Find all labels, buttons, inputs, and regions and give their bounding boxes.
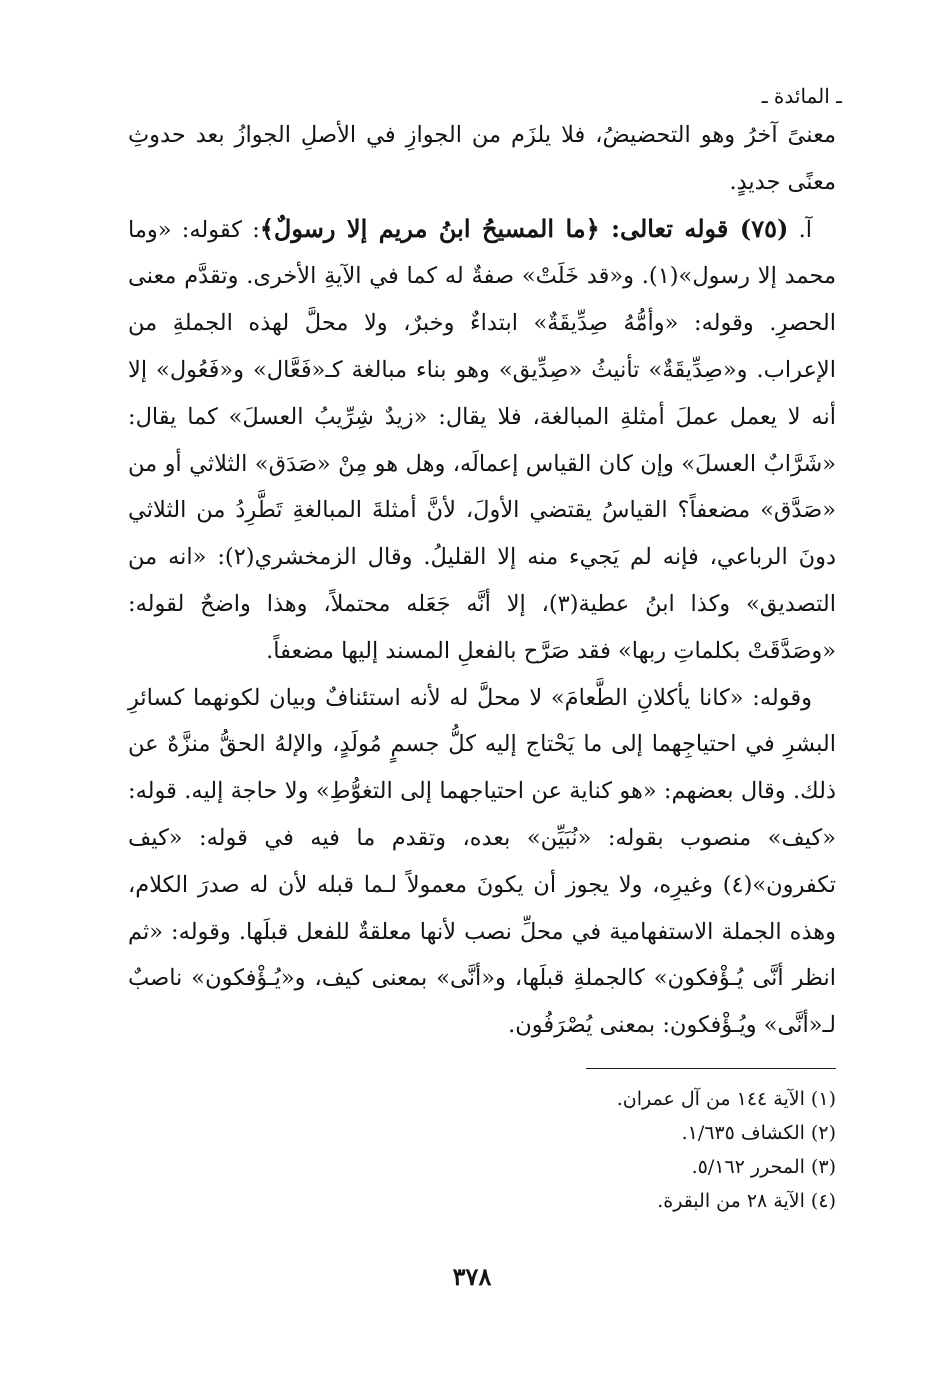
paragraph-2 [128, 206, 836, 675]
paragraph-2-text: : كقوله: «وما محمد إلا رسول»(١). و«قد خَلَتْ» صفةٌ له كما في الآيةِ الأخرى. وتقدَّم معنى الحصرِ. وقوله: «وأمُّهُ صِدِّيقَةٌ» ابتداءٌ وخبرٌ، ولا محلَّ لهذه الجملةِ من الإعراب. و«صِدِّيقَةٌ» تأنيثُ «صِدِّيق» وهو بناء مبالغة كـ«فَعَّال» و«فَعُول» إلا أنه لا يعمل عملَ أمثلةِ المبالغة، فلا يقال: «زيدٌ شِرِّيبُ العسلَ» كما يقال: «شَرَّابٌ العسلَ» وإن كان القياس إعمالَه، وهل هو مِنْ «صَدَق» الثلاثي أو من «صَدَّق» مضعفاً؟ القياسُ يقتضي الأولَ، لأنَّ أمثلةَ المبالغةِ تَطَّرِدُ من الثلاثي دونَ الرباعي، فإنه لم يَجيء منه إلا القليلُ. وقال الزمخشري(٢): «انه من التصديق» وكذا ابنُ عطية(٣)، إلا أنَّه جَعَله محتملاً، وهذا واضحٌ لقوله: «وصَدَّقَتْ بكلماتِ ربها» فقد صَرَّح بالفعلِ المسند إليها مضعفاً. [128, 216, 837, 664]
footnote-3: (٣) المحرر ٥/١٦٢. [691, 1156, 836, 1178]
footnotes [128, 1082, 836, 1218]
paragraph-1: معنىً آخرُ وهو التحضيضُ، فلا يلزَم من الجوازِ في الأصلِ الجوازُ بعد حدوثِ معنًى جديدٍ. [128, 122, 836, 195]
running-header: ـ المائدة ـ [761, 84, 842, 108]
footnote-1: (١) الآية ١٤٤ من آل عمران. [616, 1088, 836, 1110]
page-number: ٣٧٨ [452, 1262, 492, 1291]
footnote-4: (٤) الآية ٢٨ من البقرة. [657, 1190, 836, 1212]
main-text [128, 112, 836, 1049]
footnote-2: (٢) الكشاف ١/٦٣٥. [681, 1122, 836, 1144]
paragraph-3: وقوله: «كانا يأكلانِ الطَّعامَ» لا محلَّ له لأنه استئنافٌ وبيان لكونهما كسائرِ البشرِ في احتياجِهما إلى ما يَحْتاج إليه كلُّ جسمٍ مُولَدٍ، والإلهُ الحقُّ منزَّهٌ عن ذلك. وقال بعضهم: «هو كناية عن احتياجهما إلى التغوُّطِ» ولا حاجة إليه. قوله: «كيف» منصوب بقوله: «نُبَيِّن» بعده، وتقدم ما فيه في قوله: «كيف تكفرون»(٤) وغيرِه، ولا يجوز أن يكونَ معمولاً لـما قبله لأن له صدرَ الكلام، وهذه الجملة الاستفهامية في محلِّ نصب لأنها معلقةٌ للفعل قبلَها. وقوله: «ثم انظر أنَّى يُـؤْفكون» كالجملةِ قبلَها، و«أنَّى» بمعنى كيف، و«يُـؤْفكون» ناصبٌ لـ«أنَّى» ويُـؤْفكون: بمعنى يُصْرَفُون. [128, 684, 836, 1039]
verse-heading: (٧٥) قوله تعالى: ﴿ما المسيحُ ابنُ مريم إلا رسولٌ﴾ [259, 213, 789, 243]
footnote-divider [586, 1068, 836, 1069]
verse-marker: آ. [788, 216, 813, 243]
